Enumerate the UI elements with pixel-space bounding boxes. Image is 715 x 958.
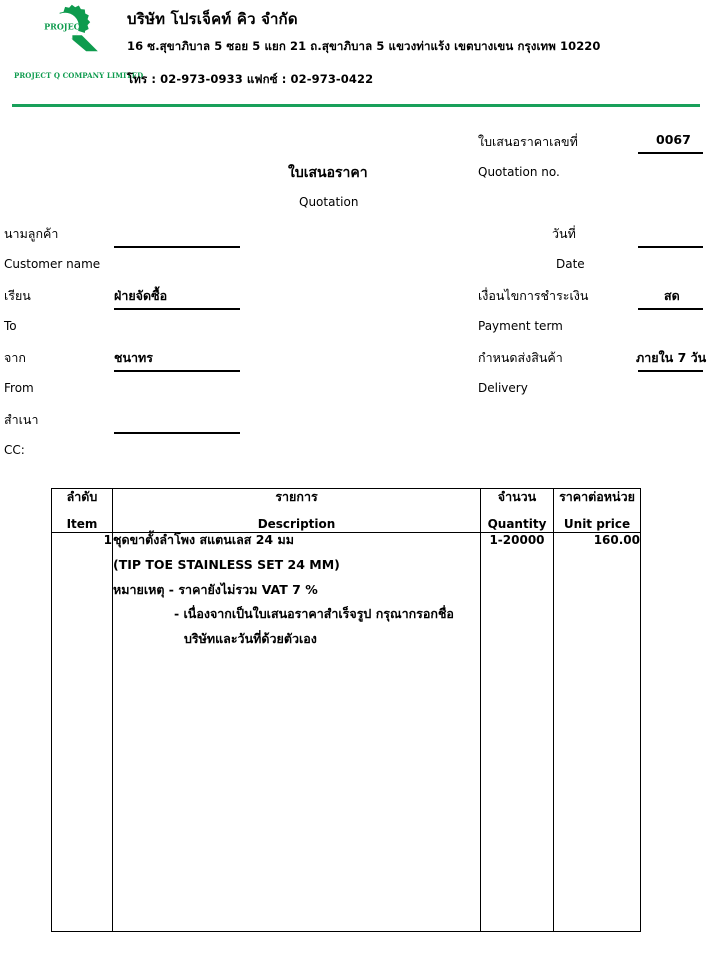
logo-wordmark: PROJECT — [44, 21, 87, 32]
cc-label-thai: สำเนา — [4, 412, 39, 427]
description-line-note-fillin-cont: บริษัทและวันที่ด้วยตัวเอง — [184, 631, 317, 647]
customer-name-label-thai: นามลูกค้า — [4, 226, 59, 241]
document-header — [0, 0, 715, 100]
column-header-quantity — [481, 489, 554, 533]
header-divider — [12, 104, 700, 107]
payment-term-label-english: Payment term — [478, 319, 563, 333]
company-address: 16 ซ.สุขาภิบาล 5 ซอย 5 แยก 21 ถ.สุขาภิบาล 5 แขวงท่าแร้ง เขตบางเขน กรุงเทพ 10220 — [127, 39, 601, 53]
from-value[interactable]: ชนาทร — [114, 350, 154, 365]
quotation-no-value[interactable]: 0067 — [656, 132, 691, 147]
date-label-thai: วันที่ — [552, 226, 576, 241]
table-header-row — [52, 489, 641, 533]
page-title-english: Quotation — [299, 195, 359, 209]
payment-term-label-thai: เงื่อนไขการชำระเงิน — [478, 288, 589, 303]
from-underline — [114, 370, 240, 372]
to-underline — [114, 308, 240, 310]
column-header-quantity-thai: จำนวน — [497, 489, 537, 504]
from-label-thai: จาก — [4, 350, 26, 365]
column-header-description-thai: รายการ — [275, 489, 318, 504]
column-header-description — [113, 489, 481, 533]
customer-name-label-english: Customer name — [4, 257, 101, 271]
payment-term-value[interactable]: สด — [664, 288, 680, 303]
page-title-thai: ใบเสนอราคา — [288, 165, 368, 181]
to-value[interactable]: ฝ่ายจัดซื้อ — [114, 288, 168, 303]
quotation-no-underline — [638, 152, 703, 154]
items-table — [51, 488, 641, 932]
date-underline — [638, 246, 703, 248]
delivery-value[interactable]: ภายใน 7 วัน — [636, 350, 707, 365]
description-line-note-fillin: - เนื่องจากเป็นใบเสนอราคาสำเร็จรูป กรุณากรอกชื่อ — [174, 606, 454, 622]
company-logo — [14, 4, 144, 80]
to-label-english: To — [4, 319, 17, 333]
logo-caption: PROJECT Q COMPANY LIMITED — [14, 71, 144, 80]
project-q-gear-logo-icon — [31, 4, 105, 68]
company-phone-fax: โทร : 02-973-0933 แฟกซ์ : 02-973-0422 — [127, 72, 374, 86]
row-quantity: 1-20000 — [481, 533, 554, 932]
delivery-label-thai: กำหนดส่งสินค้า — [478, 350, 563, 365]
row-item-number: 1 — [52, 533, 113, 932]
payment-term-underline — [638, 308, 703, 310]
row-description — [113, 533, 481, 932]
company-name: บริษัท โปรเจ็คท์ คิว จำกัด — [127, 10, 298, 28]
from-label-english: From — [4, 381, 34, 395]
column-header-item-english: Item — [66, 516, 98, 531]
to-label-thai: เรียน — [4, 288, 31, 303]
column-header-description-english: Description — [257, 516, 336, 531]
column-header-unit-price-thai: ราคาต่อหน่วย — [559, 489, 635, 504]
delivery-underline — [638, 370, 703, 372]
table-row — [52, 533, 641, 932]
row-unit-price: 160.00 — [554, 533, 641, 932]
description-line-product-thai: ชุดขาตั้งลำโพง สแตนเลส 24 มม — [113, 532, 294, 548]
delivery-label-english: Delivery — [478, 381, 528, 395]
date-label-english: Date — [556, 257, 585, 271]
customer-name-underline — [114, 246, 240, 248]
column-header-unit-price — [554, 489, 641, 533]
quotation-no-label-english: Quotation no. — [478, 165, 560, 179]
cc-underline — [114, 432, 240, 434]
description-line-product-english: (TIP TOE STAINLESS SET 24 MM) — [113, 556, 340, 572]
description-line-note-vat: หมายเหตุ - ราคายังไม่รวม VAT 7 % — [113, 581, 318, 597]
column-header-item — [52, 489, 113, 533]
quotation-no-label-thai: ใบเสนอราคาเลขที่ — [478, 134, 578, 149]
column-header-unit-price-english: Unit price — [563, 516, 631, 531]
column-header-item-thai: ลำดับ — [66, 489, 98, 504]
column-header-quantity-english: Quantity — [487, 516, 547, 531]
cc-label-english: CC: — [4, 443, 25, 457]
